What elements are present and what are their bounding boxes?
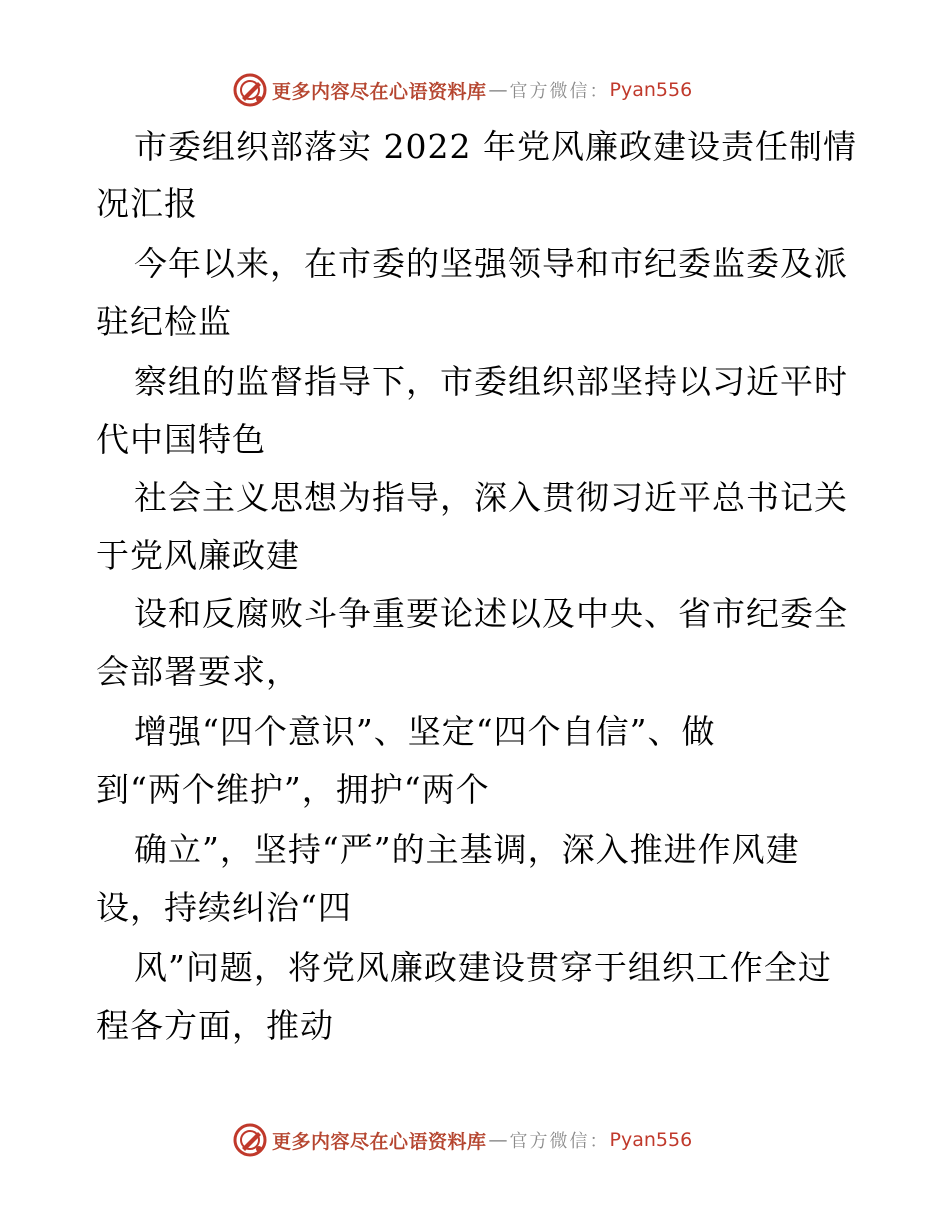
body-line-13: 确立”，坚持“严”的主基调，深入推进作风建 [134, 830, 800, 869]
banner-wechat-id: Pyan556 [609, 79, 693, 101]
banner-dash: — [488, 79, 508, 101]
header-banner [232, 70, 792, 110]
body-line-12: 到“两个维护”，拥护“两个 [96, 770, 490, 809]
body-line-2: 况汇报 [96, 184, 198, 223]
banner-dash: — [488, 1129, 508, 1151]
body-line-10: 会部署要求， [96, 652, 300, 691]
body-line-4: 驻纪检监 [96, 302, 232, 341]
banner-wechat-id: Pyan556 [609, 1129, 693, 1151]
body-line-8: 于党风廉政建 [96, 536, 300, 575]
body-line-16: 程各方面，推动 [96, 1006, 334, 1045]
body-line-5: 察组的监督指导下，市委组织部坚持以习近平时 [134, 362, 848, 401]
banner-wechat-label: 官方微信： [509, 1131, 610, 1152]
body-line-9: 设和反腐败斗争重要论述以及中央、省市纪委全 [134, 594, 848, 633]
body-line-15: 风”问题，将党风廉政建设贯穿于组织工作全过 [134, 948, 832, 987]
banner-site-text: 更多内容尽在心语资料库 [272, 1130, 487, 1153]
body-line-6: 代中国特色 [96, 420, 266, 459]
logo-icon [232, 1122, 268, 1158]
logo-icon [232, 72, 268, 108]
body-line-1: 市委组织部落实 2022 年党风廉政建设责任制情 [134, 127, 857, 166]
banner-site-text: 更多内容尽在心语资料库 [272, 80, 487, 103]
banner-wechat-label: 官方微信： [509, 81, 610, 102]
body-line-14: 设，持续纠治“四 [96, 888, 352, 927]
body-line-11: 增强“四个意识”、坚定“四个自信”、做 [134, 712, 716, 751]
footer-banner [232, 1120, 792, 1160]
body-line-7: 社会主义思想为指导，深入贯彻习近平总书记关 [134, 478, 848, 517]
body-line-3: 今年以来，在市委的坚强领导和市纪委监委及派 [134, 244, 848, 283]
